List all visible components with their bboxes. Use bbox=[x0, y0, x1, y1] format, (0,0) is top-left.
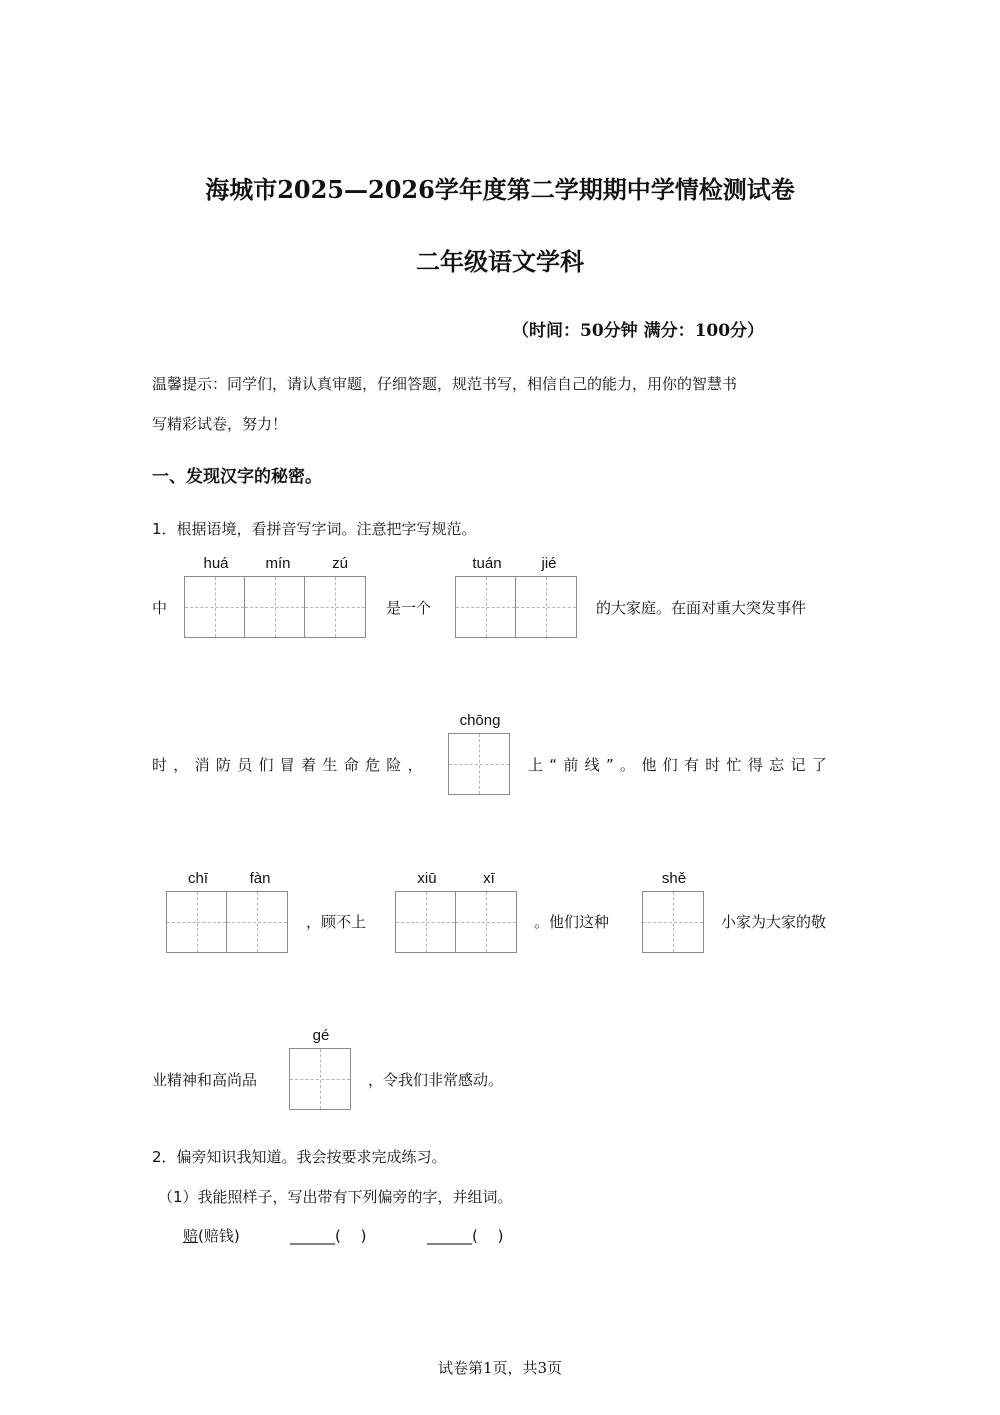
page-footer: 试卷第1页，共3页 bbox=[437, 1359, 563, 1377]
row3-text-b: 。他们这种 bbox=[534, 913, 610, 931]
row3-text-a: ，顾不上 bbox=[306, 913, 367, 931]
question-1-title: 1．根据语境，看拼音写字词。注意把字写规范。 bbox=[152, 520, 477, 538]
row3-text-c: 小家为大家的敬 bbox=[721, 913, 827, 931]
pinyin: xī bbox=[483, 870, 495, 887]
writing-cell[interactable] bbox=[449, 734, 509, 794]
writing-box-group[interactable] bbox=[395, 891, 517, 953]
writing-cell[interactable] bbox=[245, 577, 305, 637]
writing-box-group[interactable] bbox=[289, 1048, 351, 1110]
writing-box-group[interactable] bbox=[455, 576, 577, 638]
pinyin: mín bbox=[265, 555, 291, 572]
row4-text-a: 业精神和高尚品 bbox=[152, 1071, 258, 1089]
writing-cell[interactable] bbox=[643, 892, 703, 952]
pinyin: zú bbox=[332, 555, 348, 572]
row4-text-b: ，令我们非常感动。 bbox=[368, 1071, 504, 1089]
example-answer bbox=[183, 1225, 240, 1246]
writing-cell[interactable] bbox=[290, 1049, 350, 1109]
pinyin: huá bbox=[203, 555, 229, 572]
row1-text-b: 是一个 bbox=[386, 599, 432, 617]
writing-cell[interactable] bbox=[396, 892, 456, 952]
exam-title: 海城市2025—2026学年度第二学期期中学情检测试卷 bbox=[205, 175, 795, 204]
pinyin: gé bbox=[312, 1027, 330, 1044]
pinyin: tuán bbox=[472, 555, 502, 572]
time-info: （时间：50分钟 满分：100分） bbox=[512, 321, 765, 341]
writing-cell[interactable] bbox=[516, 577, 576, 637]
tip-line-2: 写精彩试卷，努力！ bbox=[152, 415, 288, 433]
writing-cell[interactable] bbox=[167, 892, 227, 952]
pinyin: chī bbox=[187, 870, 208, 887]
tip-line-1: 温馨提示：同学们，请认真审题，仔细答题，规范书写，相信自己的能力，用你的智慧书 bbox=[152, 375, 738, 393]
writing-box-group[interactable] bbox=[184, 576, 366, 638]
writing-cell[interactable] bbox=[227, 892, 287, 952]
answer-blank-1[interactable]: ______( ) bbox=[290, 1227, 367, 1245]
writing-box-group[interactable] bbox=[642, 891, 704, 953]
section-1-title: 一、发现汉字的秘密。 bbox=[152, 467, 322, 487]
writing-box-group[interactable] bbox=[448, 733, 510, 795]
row1-text-c: 的大家庭。在面对重大突发事件 bbox=[596, 599, 807, 617]
writing-cell[interactable] bbox=[456, 577, 516, 637]
row1-text-a: 中 bbox=[152, 599, 168, 617]
pinyin: chōng bbox=[459, 712, 501, 729]
exam-subtitle: 二年级语文学科 bbox=[416, 247, 584, 276]
writing-cell[interactable] bbox=[305, 577, 365, 637]
writing-cell[interactable] bbox=[185, 577, 245, 637]
row2-text-b: 上“前线”。他们有时忙得忘记了 bbox=[528, 756, 834, 774]
writing-cell[interactable] bbox=[456, 892, 516, 952]
pinyin: fàn bbox=[249, 870, 271, 887]
pinyin: xiū bbox=[417, 870, 437, 887]
question-2-sub-1: （1）我能照样子，写出带有下列偏旁的字，并组词。 bbox=[158, 1188, 513, 1206]
example-word: (赔钱) bbox=[198, 1227, 240, 1245]
answer-blank-2[interactable]: ______( ) bbox=[427, 1227, 504, 1245]
pinyin: jié bbox=[541, 555, 557, 572]
question-2-title: 2．偏旁知识我知道。我会按要求完成练习。 bbox=[152, 1148, 447, 1166]
writing-box-group[interactable] bbox=[166, 891, 288, 953]
row2-text-a: 时，消防员们冒着生命危险， bbox=[152, 756, 429, 774]
example-char: 赔 bbox=[183, 1227, 199, 1245]
pinyin: shě bbox=[661, 870, 687, 887]
